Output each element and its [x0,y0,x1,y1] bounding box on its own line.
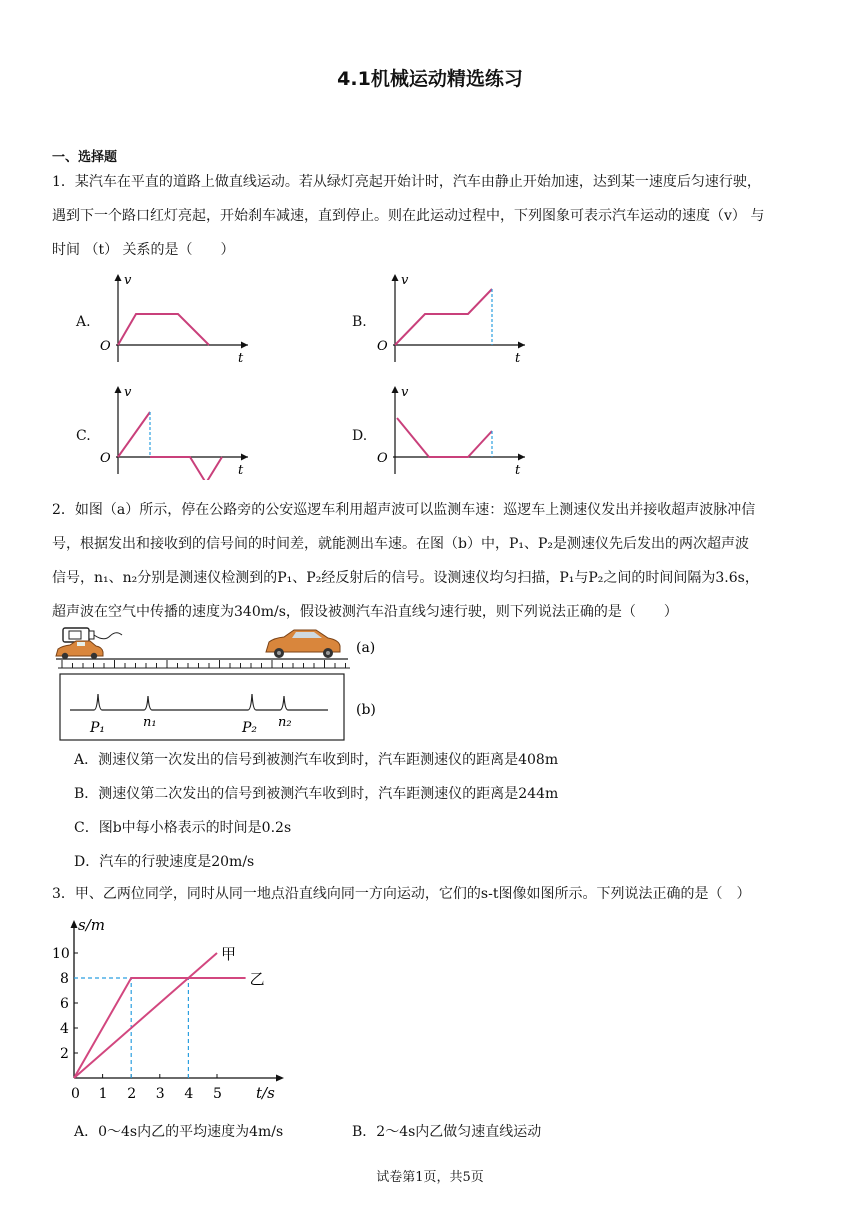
question-1-text [52,165,810,267]
y-tick-label: 10 [52,946,70,962]
pulse-n1-label: n₁ [143,715,157,730]
q2-option-b: B．测速仪第二次发出的信号到被测汽车收到时，汽车距测速仪的距离是244m [74,786,559,802]
q1-graph-b [373,268,533,368]
q2-figure [52,622,392,742]
x-tick-label: 2 [127,1086,137,1102]
q1d-origin-label: O [377,451,388,466]
question-3-text: 3．甲、乙两位同学，同时从同一地点沿直线向同一方向运动，它们的s-t图像如图所示。下列说法正确的是（ ） [52,886,751,902]
q1c-v-axis-label: v [124,385,132,400]
q1-option-c-label: C. [76,428,91,444]
q1-graph-d [373,380,533,480]
x-axis-label: t/s [256,1084,275,1102]
q2-line-1: 2．如图（a）所示，停在公路旁的公安巡逻车利用超声波可以监测车速：巡逻车上测速仪发出并接收超声波脉冲信 [52,502,756,518]
pulse-p1-label: P₁ [90,720,106,736]
pulse-p2-label: P₂ [242,720,258,736]
q2-line-2: 号，根据发出和接收到的信号间的时间差，就能测出车速。在图（b）中，P₁、P₂是测速仪先后发出的两次超声波 [52,536,750,552]
y-axis-label: s/m [78,916,105,934]
q1a-v-axis-label: v [124,273,132,288]
page-title: 4.1机械运动精选练习 [337,68,523,90]
pulse-n2-label: n₂ [278,715,292,730]
y-tick-label: 4 [60,1021,69,1037]
y-tick-label: 6 [60,996,69,1012]
target-car-icon [266,630,340,658]
q2-option-c: C．图b中每小格表示的时间是0.2s [74,820,292,836]
series-label-2: 乙 [249,970,265,988]
q1a-origin-label: O [100,339,111,354]
speed-gun-icon [63,628,122,642]
st-chart [44,910,294,1110]
series-line-1 [74,953,217,1078]
x-tick-label: 1 [98,1086,108,1102]
q1-graph-c [96,380,256,480]
q1-option-a-label: A. [76,314,91,330]
q1d-t-axis-label: t [515,463,521,478]
x-axis-arrow [276,1075,284,1082]
q2-option-a: A．测速仪第一次发出的信号到被测汽车收到时，汽车距测速仪的距离是408m [74,752,559,768]
y-axis-arrow [71,920,78,928]
q1-line-2: 遇到下一个路口红灯亮起，开始刹车减速，直到停止。则在此运动过程中，下列图象可表示汽车运动的速度（v） 与 [52,208,765,224]
q1b-v-axis-label: v [401,273,409,288]
ruler-ticks [62,660,346,668]
page-footer: 试卷第1页，共5页 [376,1170,484,1185]
q2-line-3: 信号，n₁、n₂分别是测速仪检测到的P₁、P₂经反射后的信号。设测速仪均匀扫描，P₁与P₂之间的时间间隔为3.6s， [52,570,759,586]
x-tick-label: 3 [155,1086,165,1102]
q1-line-1: 1．某汽车在平直的道路上做直线运动。若从绿灯亮起开始计时，汽车由静止开始加速，达到某一速度后匀速行驶， [52,174,761,190]
series-line-2 [74,978,246,1078]
q1a-t-axis-label: t [238,351,244,366]
q1-line-3: 时间 （t） 关系的是（ ） [52,242,235,258]
figure-a-label: (a) [356,640,376,656]
x-tick-label: 0 [71,1086,80,1102]
y-tick-label: 8 [60,971,69,987]
q3-option-a: A．0～4s内乙的平均速度为4m/s [74,1124,284,1140]
q1c-t-axis-label: t [238,463,244,478]
q1c-origin-label: O [100,451,111,466]
patrol-car-icon [56,641,103,659]
q2-option-d: D．汽车的行驶速度是20m/s [74,854,255,870]
x-tick-label: 4 [184,1086,194,1102]
q1b-t-axis-label: t [515,351,521,366]
q1-graph-a [96,268,256,368]
section-heading: 一、选择题 [52,150,118,165]
q1-option-b-label: B. [352,314,367,330]
q1b-origin-label: O [377,339,388,354]
q3-option-b: B．2～4s内乙做匀速直线运动 [352,1124,542,1140]
series-label-1: 甲 [221,945,237,963]
figure-b-label: (b) [356,702,376,718]
y-tick-label: 2 [60,1046,69,1062]
q1-option-d-label: D. [352,428,368,444]
q2-line-4: 超声波在空气中传播的速度为340m/s，假设被测汽车沿直线匀速行驶，则下列说法正确的是（ ） [52,604,678,620]
x-tick-label: 5 [213,1086,222,1102]
question-2-text [52,493,810,629]
q1d-v-axis-label: v [401,385,409,400]
